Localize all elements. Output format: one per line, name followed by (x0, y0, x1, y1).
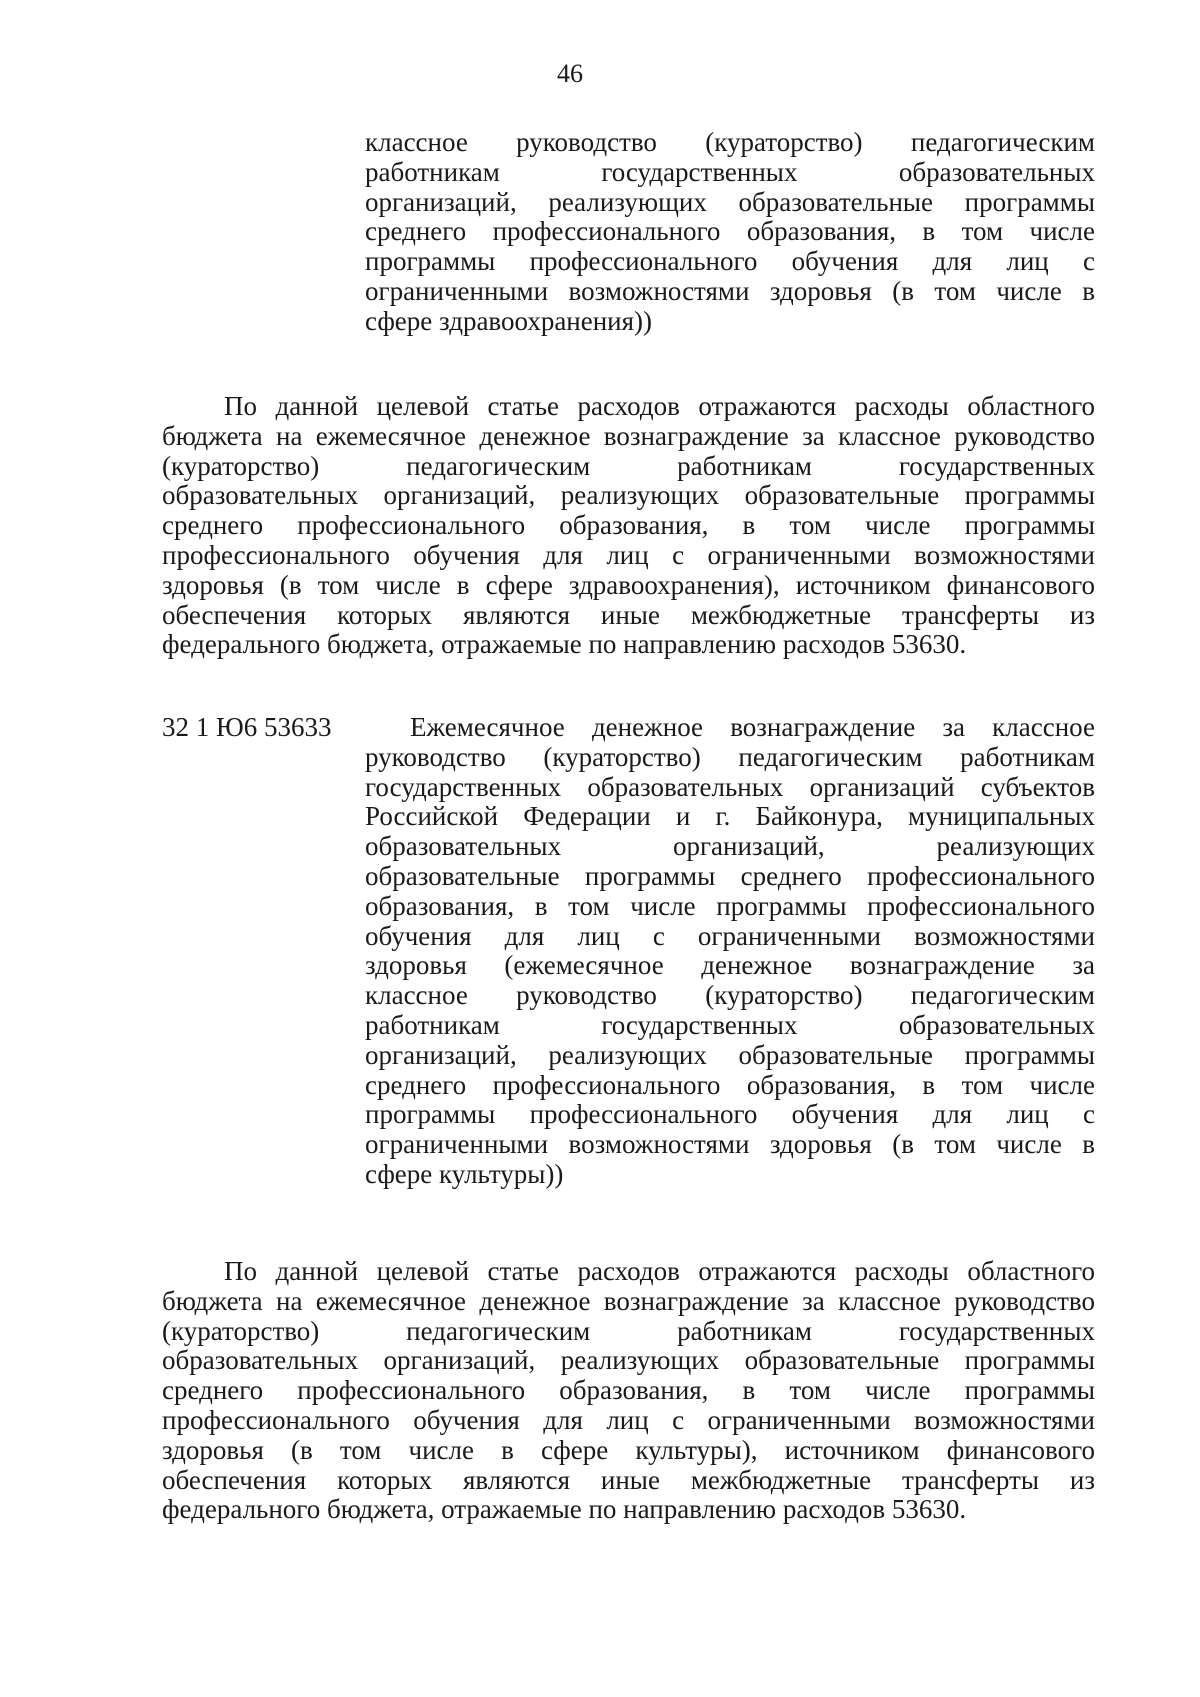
text-line: организаций, реализующих образовательные программы (365, 1040, 1095, 1070)
text-line: среднего профессионального образования, в том числе программы (162, 511, 1095, 541)
text-line: образования, в том числе программы профессионального (365, 891, 1095, 921)
text-line: работникам государственных образовательных (365, 157, 1095, 187)
text-line: здоровья (в том числе в сфере здравоохранения), источником финансового (162, 570, 1095, 600)
text-line: сфере культуры)) (365, 1158, 564, 1189)
text-line: программы профессионального обучения для лиц с (365, 247, 1095, 277)
text-line: здоровья (ежемесячное денежное вознаграждение за (365, 951, 1095, 981)
text-line: образовательных организаций, реализующих образовательные программы (162, 1346, 1095, 1376)
text-line: ограниченными возможностями здоровья (в том числе в (365, 1130, 1095, 1160)
text-line: бюджета на ежемесячное денежное вознаграждение за классное руководство (162, 421, 1095, 451)
text-line: По данной целевой статье расходов отражаются расходы областного (224, 1257, 1095, 1286)
text-line: образовательных организаций, реализующих (365, 832, 1095, 862)
text-line: Российской Федерации и г. Байконура, муниципальных (365, 802, 1095, 832)
text-line: обучения для лиц с ограниченными возможностями (365, 921, 1095, 951)
text-line: бюджета на ежемесячное денежное вознаграждение за классное руководство (162, 1286, 1095, 1316)
text-line: классное руководство (кураторство) педагогическим (365, 981, 1095, 1011)
text-line: среднего профессионального образования, в том числе (365, 217, 1095, 247)
explanatory-paragraph (162, 1257, 1095, 1525)
text-line: федерального бюджета, отражаемые по направлению расходов 53630. (162, 629, 967, 660)
page-number: 46 (557, 59, 583, 88)
text-line: образовательные программы среднего профессионального (365, 861, 1095, 891)
text-line: (кураторство) педагогическим работникам государственных (162, 1316, 1095, 1346)
budget-code: 32 1 Ю6 53633 (162, 712, 332, 742)
text-line: руководство (кураторство) педагогическим работникам (365, 742, 1095, 772)
text-line: программы профессионального обучения для лиц с (365, 1100, 1095, 1130)
text-line: обеспечения которых являются иные межбюджетные трансферты из (162, 600, 1095, 630)
text-line: образовательных организаций, реализующих образовательные программы (162, 481, 1095, 511)
text-line: (кураторство) педагогическим работникам государственных (162, 451, 1095, 481)
text-line: здоровья (в том числе в сфере культуры), источником финансового (162, 1435, 1095, 1465)
text-line: обеспечения которых являются иные межбюджетные трансферты из (162, 1465, 1095, 1495)
text-line: федерального бюджета, отражаемые по направлению расходов 53630. (162, 1494, 967, 1525)
entry-description (365, 713, 1095, 1190)
text-line: ограниченными возможностями здоровья (в том числе в (365, 276, 1095, 306)
text-line: профессионального обучения для лиц с ограниченными возможностями (162, 1405, 1095, 1435)
text-line: среднего профессионального образования, в том числе (365, 1070, 1095, 1100)
text-line: сфере здравоохранения)) (365, 305, 653, 336)
text-line: среднего профессионального образования, в том числе программы (162, 1376, 1095, 1406)
text-line: По данной целевой статье расходов отражаются расходы областного (224, 392, 1095, 421)
text-line: работникам государственных образовательных (365, 1010, 1095, 1040)
text-line: классное руководство (кураторство) педагогическим (365, 128, 1095, 157)
text-line: организаций, реализующих образовательные программы (365, 187, 1095, 217)
entry-description-continued (365, 128, 1095, 337)
explanatory-paragraph (162, 392, 1095, 660)
text-line: Ежемесячное денежное вознаграждение за классное (410, 713, 1095, 742)
text-line: профессионального обучения для лиц с ограниченными возможностями (162, 540, 1095, 570)
text-line: государственных образовательных организаций субъектов (365, 772, 1095, 802)
